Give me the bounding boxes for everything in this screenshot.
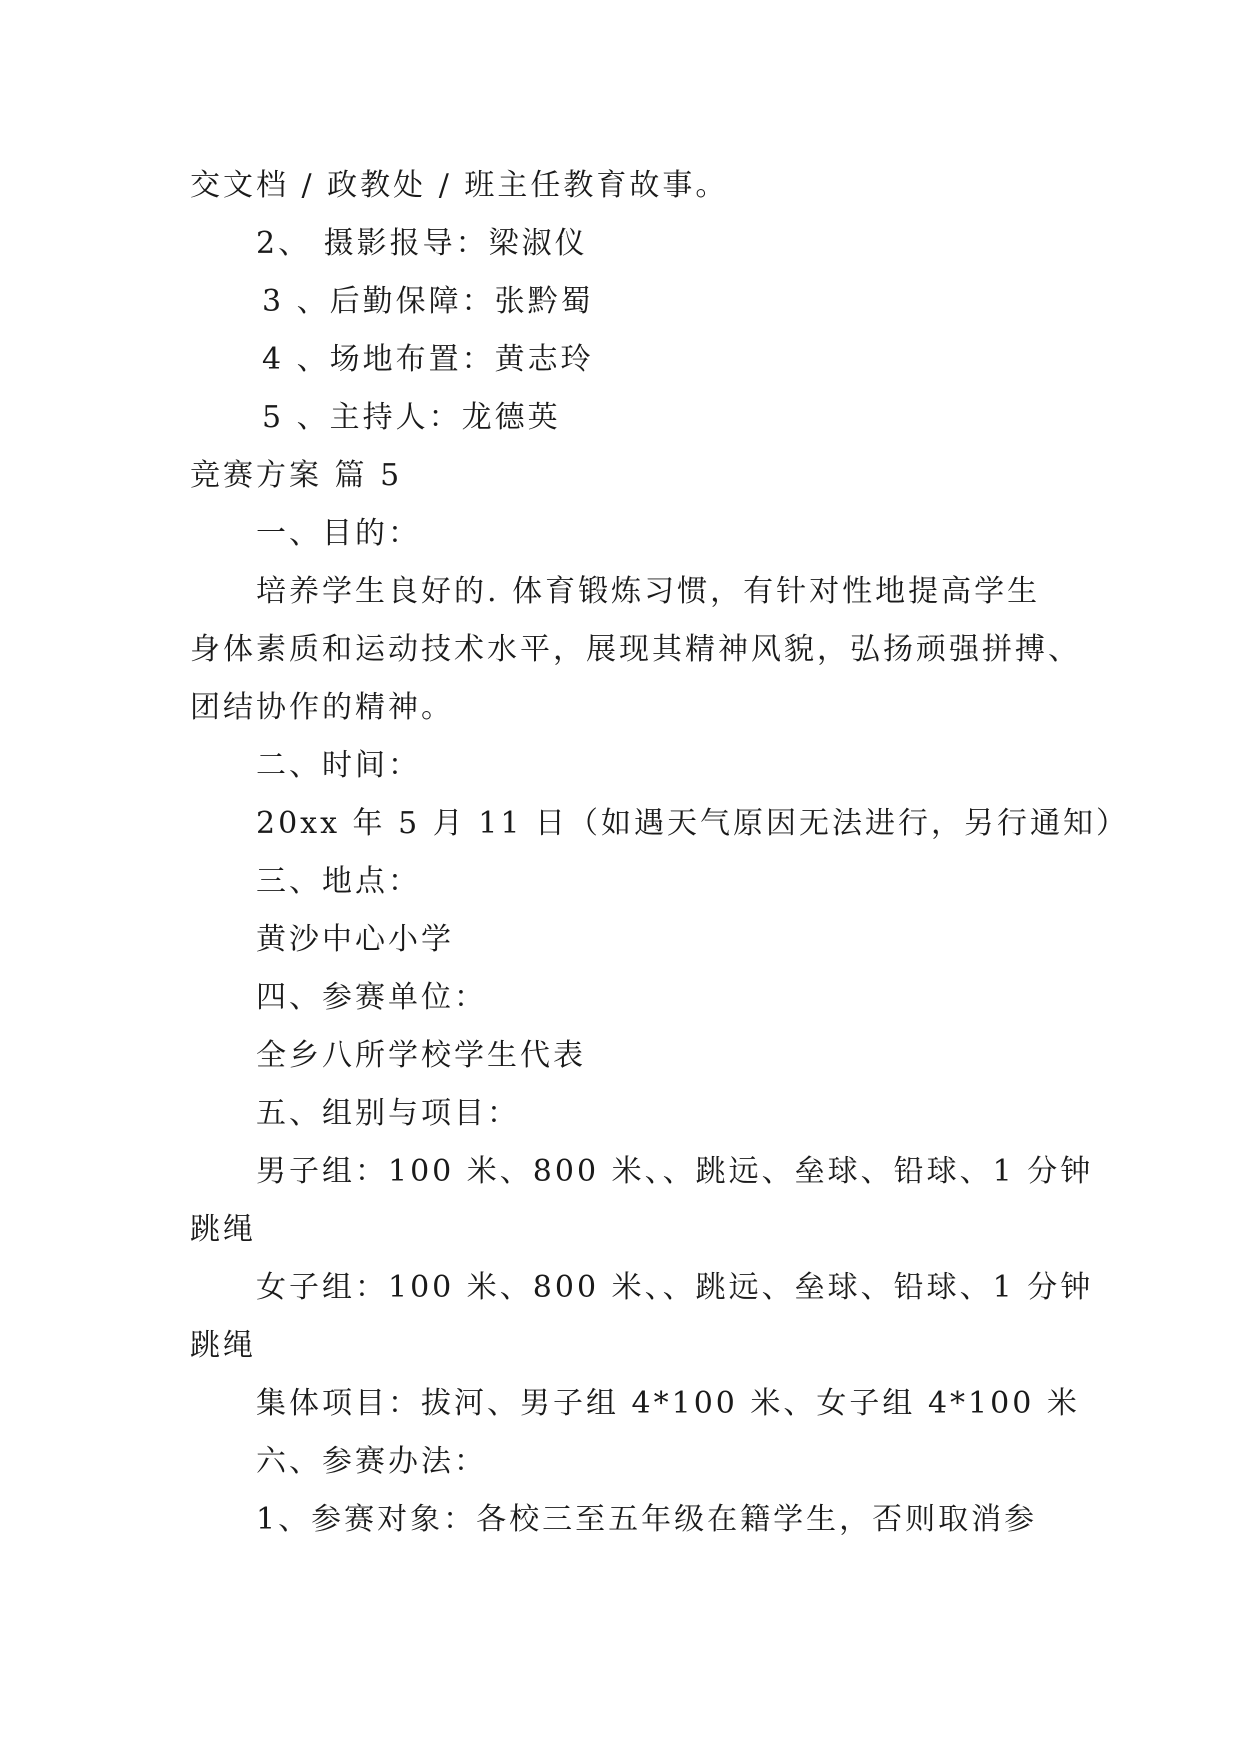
text-girls-events-line-2: 跳绳 xyxy=(190,1328,256,1363)
heading-groups-events: 五、组别与项目： xyxy=(256,1096,520,1131)
text-boys-events-line-2: 跳绳 xyxy=(190,1212,256,1247)
heading-location: 三、地点： xyxy=(256,864,421,899)
text-participants: 全乡八所学校学生代表 xyxy=(256,1038,586,1073)
list-item-photo-report: 2、 摄影报导：梁淑仪 xyxy=(256,226,588,261)
paragraph-purpose-line-1: 培养学生良好的. 体育锻炼习惯，有针对性地提高学生 xyxy=(256,574,1041,609)
list-item-venue-setup: 4 、场地布置：黄志玲 xyxy=(262,342,594,377)
list-item-logistics: 3 、后勤保障：张黔蜀 xyxy=(262,284,594,319)
heading-rules: 六、参赛办法： xyxy=(256,1444,487,1479)
text-boys-events-line-1: 男子组：100 米、800 米、、跳远、垒球、铅球、1 分钟 xyxy=(256,1154,1094,1189)
section-heading: 竞赛方案 篇 5 xyxy=(190,458,403,493)
text-line-continuation: 交文档 / 政教处 / 班主任教育故事。 xyxy=(190,168,729,203)
heading-purpose: 一、目的： xyxy=(256,516,421,551)
text-rules-line-1: 1、参赛对象：各校三至五年级在籍学生，否则取消参 xyxy=(256,1502,1038,1537)
text-girls-events-line-1: 女子组：100 米、800 米、、跳远、垒球、铅球、1 分钟 xyxy=(256,1270,1094,1305)
heading-participants: 四、参赛单位： xyxy=(256,980,487,1015)
heading-time: 二、时间： xyxy=(256,748,421,783)
text-team-events: 集体项目：拔河、男子组 4*100 米、女子组 4*100 米 xyxy=(256,1386,1080,1421)
text-location: 黄沙中心小学 xyxy=(256,922,454,957)
paragraph-purpose-line-2: 身体素质和运动技术水平，展现其精神风貌，弘扬顽强拼搏、 xyxy=(190,632,1081,667)
text-time: 20xx 年 5 月 11 日（如遇天气原因无法进行，另行通知） xyxy=(256,806,1129,841)
list-item-host: 5 、主持人：龙德英 xyxy=(262,400,561,435)
paragraph-purpose-line-3: 团结协作的精神。 xyxy=(190,690,454,725)
